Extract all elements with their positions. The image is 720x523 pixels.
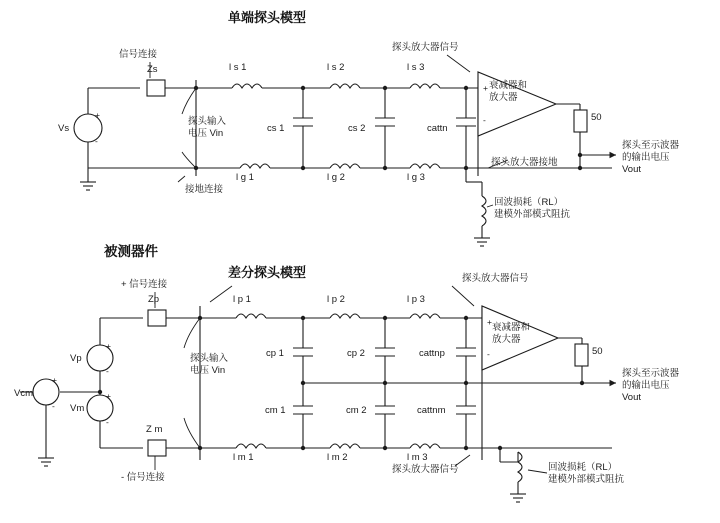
label-lp3: l p 3 (407, 294, 425, 305)
label-probe-input-voltage-se-2: 电压 Vin (188, 128, 224, 139)
label-amp-plus-diff: + (487, 317, 492, 327)
label-output-se-1: 探头至示波器 (622, 140, 680, 151)
label-rl-se-2: 建模外部模式阻抗 (494, 209, 571, 220)
label-cattnm: cattnm (417, 405, 446, 416)
label-amp-block-diff-1: 衰减器和 (492, 322, 531, 333)
label-rl-se-1: 回波损耗（RL） (494, 197, 564, 208)
label-plus-signal-connection: + 信号连接 (121, 279, 168, 290)
label-output-diff-2: 的输出电压 (622, 380, 670, 391)
title-dut: 被测器件 (104, 244, 158, 259)
label-cm2: cm 2 (346, 405, 367, 416)
label-vm: Vm (70, 403, 85, 414)
label-cp1: cp 1 (266, 348, 284, 359)
label-amp-signal-diff-top: 探头放大器信号 (462, 273, 529, 284)
label-vp-minus: - (106, 366, 109, 376)
label-amp-minus-se: - (483, 115, 486, 125)
label-ground-connection: 接地连接 (185, 184, 224, 195)
label-amp-plus-se: + (483, 83, 488, 93)
label-probe-input-voltage-diff-2: 电压 Vin (190, 365, 226, 376)
label-signal-connection-se: 信号连接 (119, 49, 158, 60)
label-minus-signal-connection: - 信号连接 (121, 472, 165, 483)
label-lg1: l g 1 (236, 172, 254, 183)
label-lg3: l g 3 (407, 172, 425, 183)
label-vs-plus: + (95, 110, 100, 120)
label-cp2: cp 2 (347, 348, 365, 359)
label-vp: Vp (70, 353, 82, 364)
label-amp-signal-se: 探头放大器信号 (392, 42, 459, 53)
label-vcm: Vcm (14, 388, 33, 399)
label-cs1: cs 1 (267, 123, 285, 134)
label-cattn: cattn (427, 123, 448, 134)
label-amp-block-se-2: 放大器 (489, 92, 518, 103)
label-zm: Z m (146, 424, 163, 435)
label-cattnp: cattnp (419, 348, 445, 359)
label-output-diff-1: 探头至示波器 (622, 368, 680, 379)
label-rl-diff-2: 建模外部模式阻抗 (548, 474, 625, 485)
label-lp2: l p 2 (327, 294, 345, 305)
label-ls3: l s 3 (407, 62, 425, 73)
label-vs: Vs (58, 123, 70, 134)
label-vcm-minus: - (52, 401, 55, 411)
label-lm3: l m 3 (407, 452, 428, 463)
label-vm-plus: + (106, 391, 111, 401)
label-output-se-3: Vout (622, 164, 642, 175)
label-term-se: 50 (591, 112, 602, 123)
label-amp-ground-se: 探头放大器接地 (491, 157, 558, 168)
label-output-se-2: 的输出电压 (622, 152, 670, 163)
label-ls1: l s 1 (229, 62, 247, 73)
label-amp-signal-diff-bottom: 探头放大器信号 (392, 464, 459, 475)
label-probe-input-voltage-diff-1: 探头输入 (190, 353, 229, 364)
label-rl-diff-1: 回波损耗（RL） (548, 462, 618, 473)
label-vcm-plus: + (52, 375, 57, 385)
label-lg2: l g 2 (327, 172, 345, 183)
title-single-ended: 单端探头模型 (228, 10, 307, 25)
title-differential: 差分探头模型 (228, 265, 307, 280)
label-cs2: cs 2 (348, 123, 366, 134)
label-probe-input-voltage-se-1: 探头输入 (188, 116, 227, 127)
label-vp-plus: + (106, 341, 111, 351)
label-amp-block-diff-2: 放大器 (492, 334, 521, 345)
label-term-diff: 50 (592, 346, 603, 357)
label-output-diff-3: Vout (622, 392, 642, 403)
label-zs: Zs (147, 64, 158, 75)
label-amp-block-se-1: 衰减器和 (489, 80, 528, 91)
label-vm-minus: - (106, 417, 109, 427)
label-lp1: l p 1 (233, 294, 251, 305)
label-amp-minus-diff: - (487, 349, 490, 359)
label-lm2: l m 2 (327, 452, 348, 463)
label-cm1: cm 1 (265, 405, 286, 416)
label-ls2: l s 2 (327, 62, 345, 73)
label-lm1: l m 1 (233, 452, 254, 463)
label-zp: Zp (148, 294, 160, 305)
label-vs-minus: - (95, 136, 98, 146)
